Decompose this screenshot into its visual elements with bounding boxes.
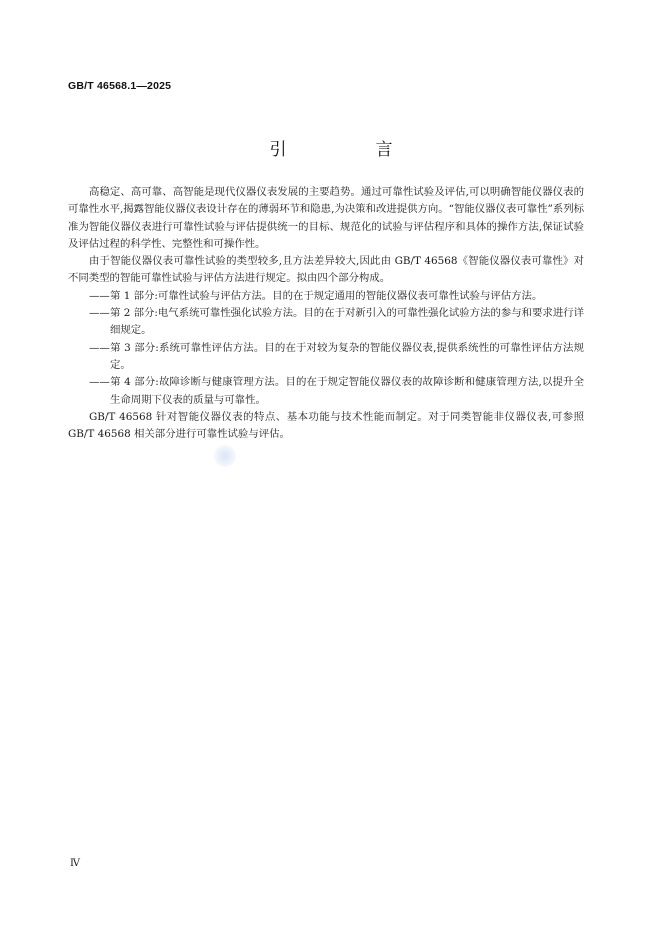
list-dash: ——	[89, 341, 110, 354]
intro-paragraph-3: GB/T 46568 针对智能仪器仪表的特点、基本功能与技术性能而制定。对于同类智能非仪器仪表,可参照 GB/T 46568 相关部分进行可靠性试验与评估。	[68, 410, 584, 441]
list-item-text: 第 1 部分:可靠性试验与评估方法。目的在于规定通用的智能仪器仪表可靠性试验与评估方法。	[110, 289, 543, 302]
list-item-text: 第 3 部分:系统可靠性评估方法。目的在于对较为复杂的智能仪器仪表,提供系统性的可靠性评估方法规定。	[110, 341, 584, 371]
page-number: Ⅳ	[70, 858, 80, 869]
list-item-part-4	[68, 374, 584, 409]
list-dash: ——	[89, 307, 110, 320]
page-title: 引 言	[269, 140, 429, 160]
watermark-stamp	[214, 445, 236, 467]
list-item-part-1	[68, 288, 584, 305]
document-body	[68, 184, 584, 443]
list-dash: ——	[89, 289, 110, 302]
list-item-text: 第 2 部分:电气系统可靠性强化试验方法。目的在于对新引入的可靠性强化试验方法的参与和要求进行详细规定。	[110, 307, 584, 337]
list-item-part-3	[68, 340, 584, 375]
intro-paragraph-2: 由于智能仪器仪表可靠性试验的类型较多,且方法差异较大,因此由 GB/T 46568《智能仪器仪表可靠性》对不同类型的智能可靠性试验与评估方法进行规定。拟由四个部分构成。	[68, 255, 584, 285]
standard-code: GB/T 46568.1—2025	[68, 80, 172, 92]
list-dash: ——	[89, 376, 110, 389]
list-item-text: 第 4 部分:故障诊断与健康管理方法。目的在于规定智能仪器仪表的故障诊断和健康管理方法,以提升全生命周期下仪表的质量与可靠性。	[110, 376, 584, 406]
list-item-part-2	[68, 305, 584, 340]
intro-paragraph-1: 高稳定、高可靠、高智能是现代仪器仪表发展的主要趋势。通过可靠性试验及评估,可以明确智能仪器仪表的可靠性水平,揭露智能仪器仪表设计存在的薄弱环节和隐患,为决策和改进提供方向。“智能仪器仪表可靠性”系列标准为智能仪器仪表进行可靠性试验与评估提供统一的目标、规范化的试验与评估程序和具体的操作方法,保证试验及评估过程的科学性、完整性和可操作性。	[68, 186, 584, 250]
